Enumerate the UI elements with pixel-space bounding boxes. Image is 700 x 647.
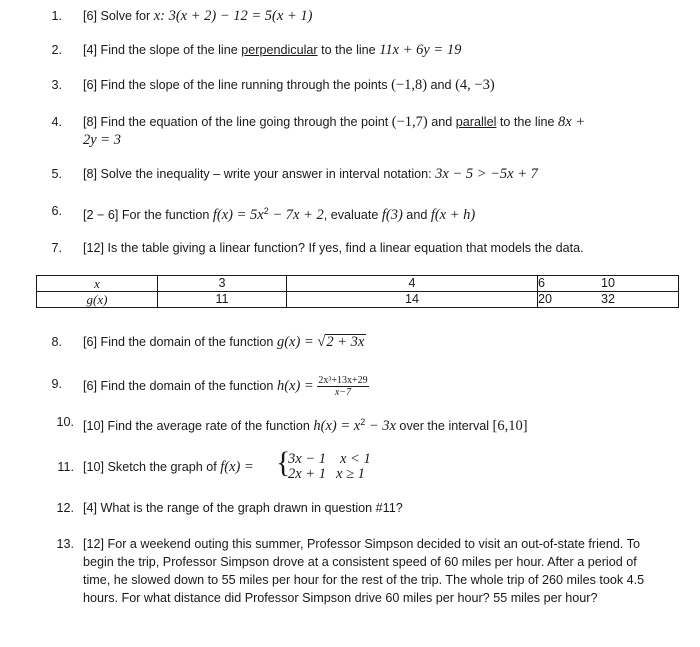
question-text: [8] Solve the inequality – write your answer in interval notation: 3x − 5 > −5x + 7 [83,166,538,182]
question-number: 13. [56,537,74,551]
table-cell: 4 [287,276,538,292]
question-text: [6] Find the domain of the function h(x) = $\frac{\text{2x³+13x+29}}{x-7}$ [83,375,368,398]
question-number: 2. [51,43,62,57]
question-text: [2 − 6] For the function $f(x) = 5x^2 - 7x + 2$, evaluate f(3) and f(x + h) [83,206,476,224]
question-text: [6] Find the slope of the line running through the points (−1,8) and (4, −3) [83,77,495,93]
question-text: [12] For a weekend outing this summer, Professor Simpson decided to visit an out-of-state friend. To begin the trip, Professor Simpson drove at a consistent speed of 60 miles per hour. After a period of time, he slowed down to 55 miles per hour for the rest of the trip. The whole trip of 260 miles took 4.5 hours. For what distance did Professor Simpson drive 60 miles per hour? 55 miles per hour? [83,537,645,605]
table-row: g(x) 11 14 20 32 [37,292,679,308]
question-number: 7. [51,241,62,255]
piece-1: 3x − 1 x < 1 [288,451,371,467]
question-text: [6] Solve for x: 3(x + 2) − 12 = 5(x + 1) [83,8,313,24]
question-text: [12] Is the table giving a linear function? If yes, find a linear equation that models the data. [83,241,584,255]
question-text: [4] What is the range of the graph drawn in question #11? [83,501,403,515]
question-text: [8] Find the equation of the line going through the point (−1,7) and parallel to the line 8x + [83,114,586,130]
data-table [36,275,679,308]
question-number: 6. [51,204,62,218]
worksheet-page: 1. [6] Solve for x: 3(x + 2) − 12 = 5(x + 1) 2. [4] Find the slope of the line perpendicular to the line 11x + 6y = 19 3. [6] Find the slope of the line running through the points (−1,8) and (4, −3) 4. [8] Find the equation of the line going through the point (−1,7) and parallel to the line 8x + 2y = 3 5. [8] Solve the inequality – write your answer in interval notation: 3x − 5 > −5x + 7 6. [2 − 6] For the function $f(x) = 5x^2 - 7x + 2$, evaluate f(3) and f(x + h) 7. [12] Is the table giving a linear function? If yes, find a linear equation that models the data. x 3 4 6 10 g(x) 11 14 20 32 8. [6] Find the domain of the function g(x) = √2 + 3x 9. [6] Find the domain of the function h(x) = $\frac{\text{2x³+13x+29}}{x-7}$ 10. [10] Find the average rate of the function $h(x) = x^2 - 3x$ over the interval [6,10] 11. [10] Sketch the graph of f(x) = { 3x − 1 x < 1 2x + 1 x ≥ 1 12. [4] What is the range of the graph drawn in question #11? 13. [12] For a weekend outing this summer, Professor Simpson decided to visit an out-of-state friend. To begin the trip, Professor Simpson drove at a consistent speed of 60 miles per hour. After a period of time, he slowed down to 55 miles per hour for the rest of the trip. The whole trip of 260 miles took 4.5 hours. For what distance did Professor Simpson drive 60 miles per hour? 55 miles per hour? [0,0,700,647]
table-cell: 3 [158,276,287,292]
question-number: 11. [57,460,74,474]
brace-icon: { [276,446,291,479]
question-number: 5. [51,167,62,181]
table-cell: 10 [538,276,679,292]
table-header-x: x [37,276,158,292]
question-number: 12. [56,501,74,515]
question-number: 4. [51,115,62,129]
question-number: 10. [56,415,74,429]
question-text: [4] Find the slope of the line perpendicular to the line 11x + 6y = 19 [83,42,462,58]
question-number: 3. [51,78,62,92]
question-text: [10] Sketch the graph of f(x) = [83,459,254,475]
question-number: 1. [51,9,62,23]
radicand: 2 + 3x [326,334,365,350]
question-number: 9. [51,377,62,391]
question-text: [10] Find the average rate of the function $h(x) = x^2 - 3x$ over the interval [6,10] [83,417,528,435]
question-text: [6] Find the domain of the function g(x) = √2 + 3x [83,334,365,350]
table-cell: 11 [158,292,287,308]
question-number: 8. [51,335,62,349]
table-header-g: g(x) [37,292,158,308]
table-cell: 14 [287,292,538,308]
table-row: x 3 4 6 10 [37,276,679,292]
table-cell: 32 [538,292,679,308]
piece-2: 2x + 1 x ≥ 1 [288,466,365,482]
fraction: $\frac{\text{2x³+13x+29}}{x-7}$ [318,375,368,398]
